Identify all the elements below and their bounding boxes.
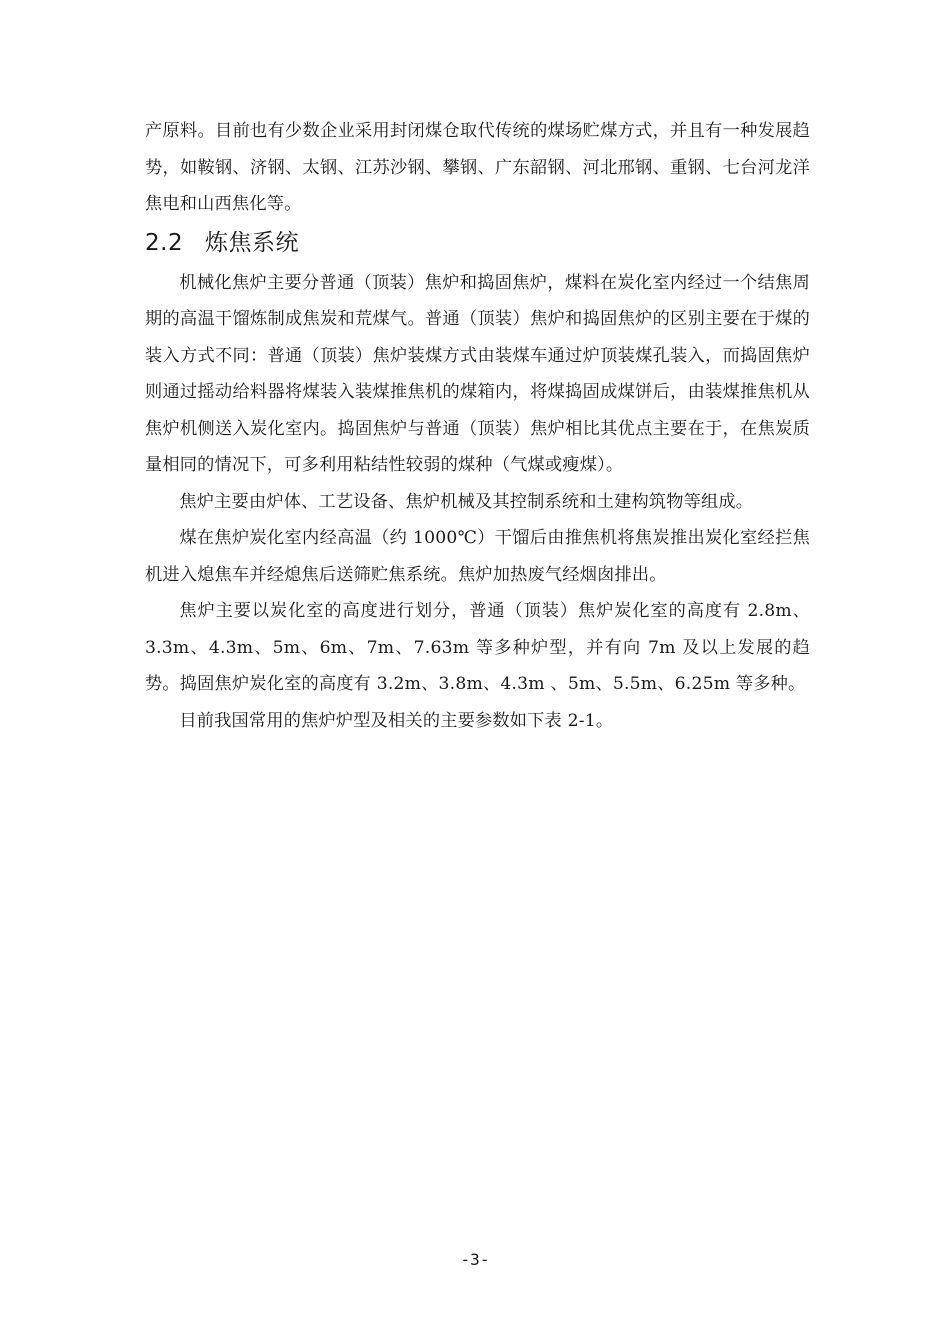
page-body bbox=[145, 113, 810, 739]
paragraph-chamber-heights: 焦炉主要以炭化室的高度进行划分，普通（顶装）焦炉炭化室的高度有 2.8m、3.3m、4.3m、5m、6m、7m、7.63m 等多种炉型，并有向 7m 及以上发展的趋势。捣固焦炉炭化室的高度有 3.2m、3.8m、4.3m 、5m、5.5m、6.25m 等多种。 bbox=[145, 601, 810, 694]
page-number: -3- bbox=[460, 1250, 490, 1269]
continued-paragraph: 产原料。目前也有少数企业采用封闭煤仓取代传统的煤场贮煤方式，并且有一种发展趋势，如鞍钢、济钢、太钢、江苏沙钢、攀钢、广东韶钢、河北邢钢、重钢、七台河龙洋焦电和山西焦化等。 bbox=[145, 121, 810, 214]
paragraph-table-reference: 目前我国常用的焦炉炉型及相关的主要参数如下表 2-1。 bbox=[179, 710, 614, 731]
section-title: 炼焦系统 bbox=[205, 229, 299, 256]
paragraph-coke-oven-types: 机械化焦炉主要分普通（顶装）焦炉和捣固焦炉，煤料在炭化室内经过一个结焦周期的高温干馏炼制成焦炭和荒煤气。普通（顶装）焦炉和捣固焦炉的区别主要在于煤的装入方式不同：普通（顶装）焦炉装煤方式由装煤车通过炉顶装煤孔装入，而捣固焦炉则通过摇动给料器将煤装入装煤推焦机的煤箱内，将煤捣固成煤饼后，由装煤推焦机从焦炉机侧送入炭化室内。捣固焦炉与普通（顶装）焦炉相比其优点主要在于，在焦炭质量相同的情况下，可多利用粘结性较弱的煤种（气煤或瘦煤）。 bbox=[145, 272, 810, 475]
paragraph-coke-oven-composition: 焦炉主要由炉体、工艺设备、焦炉机械及其控制系统和土建构筑物等组成。 bbox=[179, 491, 754, 512]
section-number: 2.2 bbox=[145, 229, 184, 256]
paragraph-carbonization-process: 煤在焦炉炭化室内经高温（约 1000℃）干馏后由推焦机将焦炭推出炭化室经拦焦机进入熄焦车并经熄焦后送筛贮焦系统。焦炉加热废气经烟囱排出。 bbox=[145, 528, 810, 585]
section-heading bbox=[145, 223, 810, 263]
